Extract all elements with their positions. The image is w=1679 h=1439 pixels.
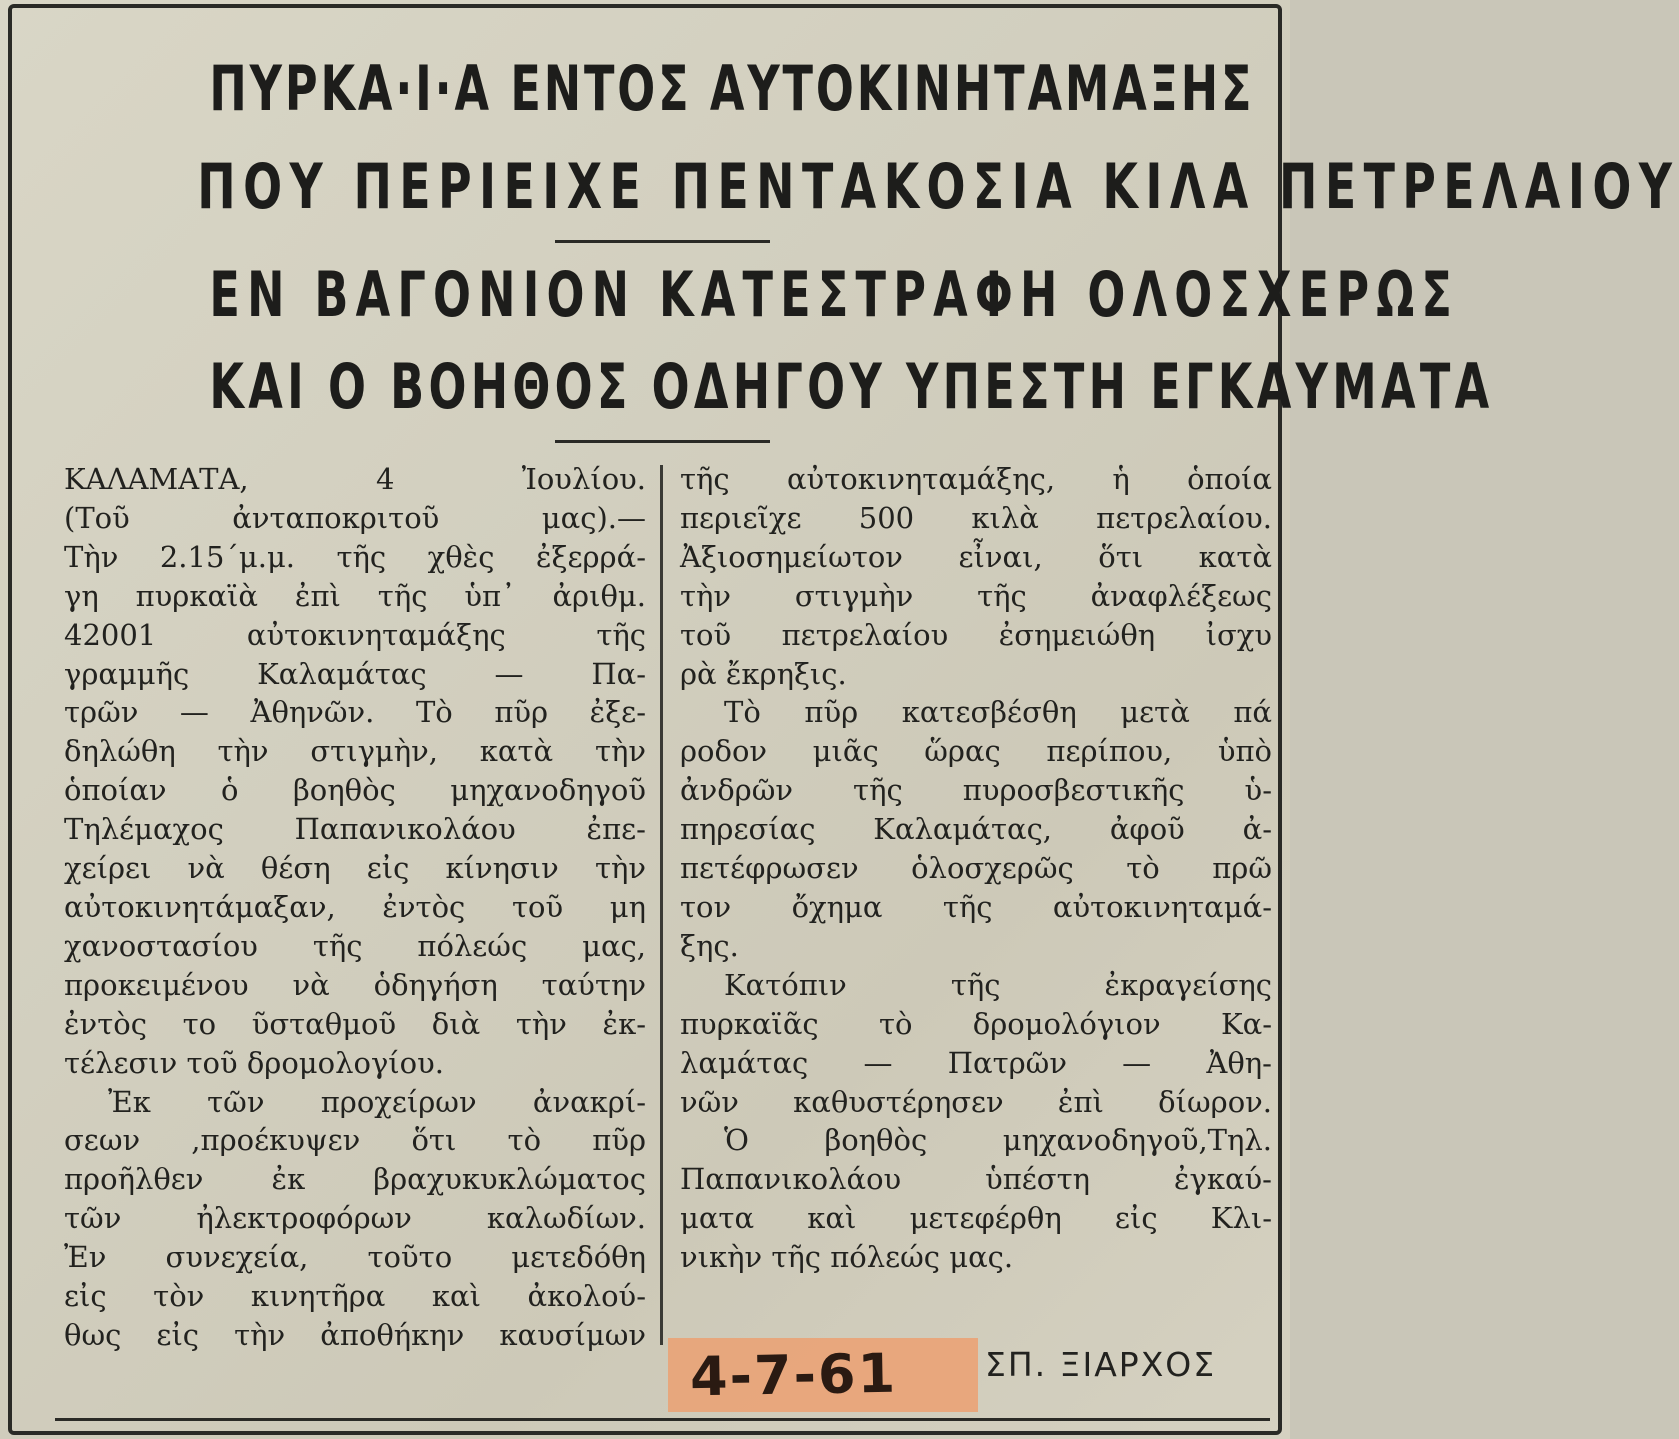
article-line: χείρει νὰ θέση εἰς κίνησιν τὴν xyxy=(64,851,646,886)
article-line: ΚΑΛΑΜΑΤΑ, 4 Ἰουλίου. xyxy=(64,462,646,496)
article-left-column xyxy=(64,460,646,1355)
headline-divider xyxy=(555,240,770,243)
article-line: εἰς τὸν κινητῆρα καὶ ἀκολού- xyxy=(64,1279,646,1314)
bottom-rule xyxy=(55,1418,1270,1421)
article-line: σεων ,προέκυψεν ὅτι τὸ πῦρ xyxy=(64,1123,646,1158)
article-line: ξης. xyxy=(680,928,739,963)
article-line: τρῶν — Ἀθηνῶν. Τὸ πῦρ ἐξε- xyxy=(64,695,646,730)
article-line: χανοστασίου τῆς πόλεώς μας, xyxy=(64,928,646,963)
article-line: προκειμένου νὰ ὁδηγήση ταύτην xyxy=(64,967,646,1002)
article-line: τέλεσιν τοῦ δρομολογίου. xyxy=(64,1045,444,1080)
article-right-column xyxy=(680,460,1272,1277)
article-line: Τηλέμαχος Παπανικολάου ἐπε- xyxy=(64,812,646,847)
article-line: Τὴν 2.15΄μ.μ. τῆς χθὲς ἐξερρά- xyxy=(64,539,646,574)
article-line: ὁποίαν ὁ βοηθὸς μηχανοδηγοῦ xyxy=(64,773,646,808)
article-line: πυρκαϊᾶς τὸ δρομολόγιον Κα- xyxy=(680,1006,1272,1041)
column-divider xyxy=(660,465,663,1345)
article-line: Ἀξιοσημείωτον εἶναι, ὅτι κατὰ xyxy=(680,539,1272,574)
article-line: 42001 αὐτοκινηταμάξης τῆς xyxy=(64,617,646,652)
article-line: πηρεσίας Καλαμάτας, ἀφοῦ ἀ- xyxy=(680,812,1272,847)
article-line: γη πυρκαϊὰ ἐπὶ τῆς ὑπ᾽ ἀριθμ. xyxy=(64,578,646,613)
article-line: τῶν ἠλεκτροφόρων καλωδίων. xyxy=(64,1201,646,1236)
article-line: δηλώθη τὴν στιγμὴν, κατὰ τὴν xyxy=(64,734,646,769)
article-line: νῶν καθυστέρησεν ἐπὶ δίωρον. xyxy=(680,1084,1272,1119)
article-line: ἀνδρῶν τῆς πυροσβεστικῆς ὑ- xyxy=(680,773,1272,808)
article-line: Ἐκ τῶν προχείρων ἀνακρί- xyxy=(108,1084,646,1119)
article-line: γραμμῆς Καλαμάτας — Πα- xyxy=(64,656,646,691)
headline-line-3: ΕΝ ΒΑΓΟΝΙΟΝ ΚΑΤΕΣΤΡΑΦΗ ΟΛΟΣΧΕΡΩΣ xyxy=(209,258,1460,331)
article-line: ἐντὸς το ῦσταθμοῦ διὰ τὴν ἐκ- xyxy=(64,1006,646,1041)
article-line: τὴν στιγμὴν τῆς ἀναφλέξεως xyxy=(680,578,1272,613)
article-line: (Τοῦ ἀνταποκριτοῦ μας).— xyxy=(64,500,646,535)
article-line: θως εἰς τὴν ἀποθήκην καυσίμων xyxy=(64,1317,646,1352)
headline-bottom-divider xyxy=(555,440,770,443)
article-line: περιεῖχε 500 κιλὰ πετρελαίου. xyxy=(680,500,1272,535)
headline-line-2: ΠΟΥ ΠΕΡΙΕΙΧΕ ΠΕΝΤΑΚΟΣΙΑ ΚΙΛΑ ΠΕΤΡΕΛΑΙΟΥ xyxy=(197,150,1679,223)
headline-line-4: ΚΑΙ Ο ΒΟΗΘΟΣ ΟΔΗΓΟΥ ΥΠΕΣΤΗ ΕΓΚΑΥΜΑΤΑ xyxy=(209,350,1494,423)
author-byline: ΣΠ. ΞΙΑΡΧΟΣ xyxy=(985,1345,1217,1384)
article-line: αὐτοκινητάμαξαν, ἐντὸς τοῦ μη xyxy=(64,889,646,924)
article-line: τοῦ πετρελαίου ἐσημειώθη ἰσχυ xyxy=(680,617,1272,652)
article-line: ματα καὶ μετεφέρθη εἰς Κλι- xyxy=(680,1201,1272,1236)
article-line: προῆλθεν ἐκ βραχυκυκλώματος xyxy=(64,1162,646,1197)
article-line: Ὁ βοηθὸς μηχανοδηγοῦ,Τηλ. xyxy=(724,1123,1272,1158)
article-line: λαμάτας — Πατρῶν — Ἀθη- xyxy=(680,1045,1272,1080)
article-line: τον ὄχημα τῆς αὐτοκινηταμά- xyxy=(680,889,1272,924)
article-line: Κατόπιν τῆς ἐκραγείσης xyxy=(724,967,1272,1002)
article-line: Τὸ πῦρ κατεσβέσθη μετὰ πά xyxy=(724,695,1272,730)
article-line: Παπανικολάου ὑπέστη ἐγκαύ- xyxy=(680,1162,1272,1197)
date-stamp: 4-7-61 xyxy=(689,1341,898,1409)
article-line: νικὴν τῆς πόλεώς μας. xyxy=(680,1240,1014,1275)
headline-line-1: ΠΥΡΚΑ·Ι·Α ΕΝΤΟΣ ΑΥΤΟΚΙΝΗΤΑΜΑΞΗΣ xyxy=(209,52,1255,125)
article-line: τῆς αὐτοκινηταμάξης, ἡ ὁποία xyxy=(680,462,1272,496)
article-line: Ἐν συνεχεία, τοῦτο μετεδόθη xyxy=(64,1240,646,1275)
article-line: πετέφρωσεν ὁλοσχερῶς τὸ πρῶ xyxy=(680,851,1272,886)
article-line: ροδον μιᾶς ὥρας περίπου, ὑπὸ xyxy=(680,734,1272,769)
article-line: ρὰ ἔκρηξις. xyxy=(680,656,847,691)
